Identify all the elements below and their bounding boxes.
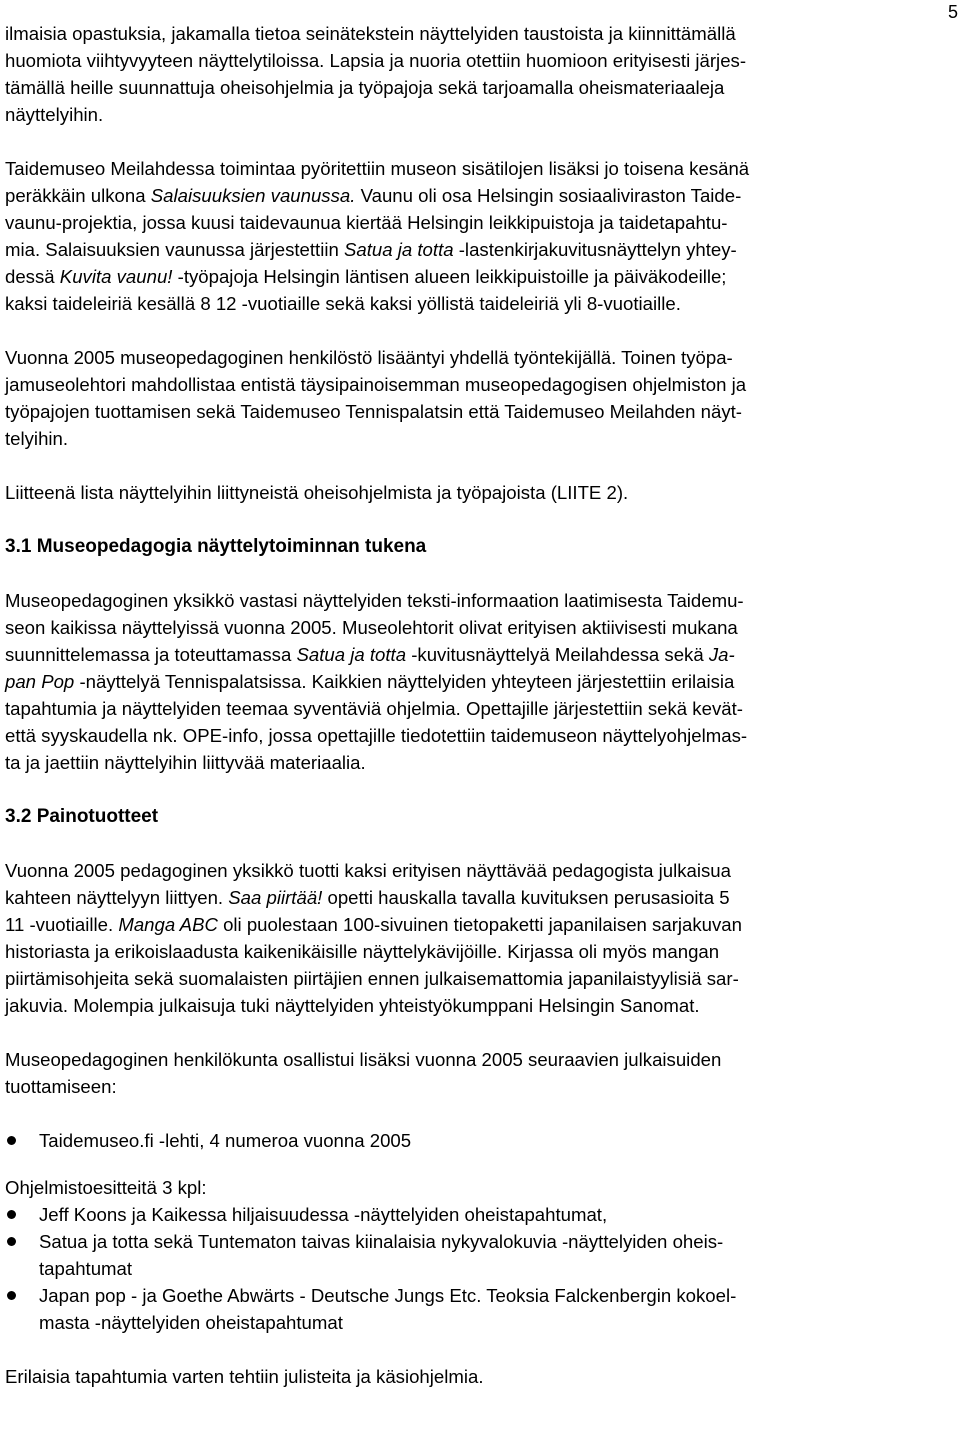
text-segment: kahteen näyttelyyn liittyen. <box>5 887 229 908</box>
list-item-text: Japan pop - ja Goethe Abwärts - Deutsche Jungs Etc. Teoksia Falckenbergin kokoel- <box>39 1285 737 1306</box>
text-line: historiasta ja erikoislaadusta kaikenikäisille näyttelykävijöille. Kirjassa oli myös mangan <box>5 941 720 962</box>
list-item-text: masta -näyttelyiden oheistapahtumat <box>39 1312 343 1333</box>
section-heading: 3.1 Museopedagogia näyttelytoiminnan tukena <box>5 536 427 557</box>
italic-title: pan Pop <box>5 671 75 692</box>
text-line: Museopedagoginen yksikkö vastasi näyttelyiden teksti-informaation laatimisesta Taidemu- <box>5 590 744 611</box>
text-segment: -kuvitusnäyttelyä Meilahdessa sekä <box>406 644 709 665</box>
text-segment: -näyttelyä Tennispalatsissa. Kaikkien näyttelyiden yhteyteen järjestettiin erilaisia <box>74 671 735 692</box>
text-segment: oli puolestaan 100-sivuinen tietopaketti japanilaisen sarjakuvan <box>217 914 742 935</box>
text-segment: 11 -vuotiaille. <box>5 914 119 935</box>
italic-title: Satua ja totta <box>344 239 454 260</box>
paragraph-staff <box>5 344 957 452</box>
text-line: Vuonna 2005 pedagoginen yksikkö tuotti kaksi erityisen näyttävää pedagogista julkaisua <box>5 860 731 881</box>
text-line: Vuonna 2005 museopedagoginen henkilöstö lisääntyi yhdellä työntekijällä. Toinen työpa- <box>5 347 733 368</box>
text-line: ta ja jaettiin näyttelyihin liittyvää materiaalia. <box>5 752 366 773</box>
text-line: jakuvia. Molempia julkaisuja tuki näyttelyiden yhteistyökumppani Helsingin Sanomat. <box>5 995 700 1016</box>
list-item <box>5 1282 957 1336</box>
text-segment: dessä <box>5 266 60 287</box>
document-body <box>5 20 957 1417</box>
text-segment: opetti hauskalla tavalla kuvituksen perusasioita 5 <box>322 887 730 908</box>
list-item <box>5 1201 957 1228</box>
list-item-text: Satua ja totta sekä Tuntematon taivas kiinalaisia nykyvalokuvia -näyttelyiden oheis- <box>39 1231 724 1252</box>
bullet-icon <box>7 1237 16 1246</box>
text-line: vaunu-projektia, jossa kuusi taidevaunua kiertää Helsingin leikkipuistoja ja taidetapahtu- <box>5 212 728 233</box>
italic-title: Saa piirtää! <box>228 887 323 908</box>
bullet-list <box>5 1127 957 1154</box>
text-line: näyttelyihin. <box>5 104 104 125</box>
text-segment: suunnittelemassa ja toteuttamassa <box>5 644 297 665</box>
italic-title: Kuvita vaunu! <box>59 266 173 287</box>
text-line: jamuseolehtori mahdollistaa entistä täysipainoisemman museopedagogisen ohjelmiston ja <box>5 374 747 395</box>
paragraph-publications <box>5 857 957 1019</box>
bullet-icon <box>7 1210 16 1219</box>
text-segment: -lastenkirjakuvitusnäyttelyn yhtey- <box>453 239 737 260</box>
paragraph-museum-pedagogy <box>5 587 957 776</box>
bullet-list <box>5 1201 957 1336</box>
text-line: tämällä heille suunnattuja oheisohjelmia ja työpajoja sekä tarjoamalla oheismateriaaleja <box>5 77 725 98</box>
paragraph-posters: Erilaisia tapahtumia varten tehtiin julisteita ja käsiohjelmia. <box>5 1366 484 1387</box>
text-segment: mia. Salaisuuksien vaunussa järjestettiin <box>5 239 344 260</box>
list-label: Ohjelmistoesitteitä 3 kpl: <box>5 1177 207 1198</box>
list-item-text: tapahtumat <box>39 1258 133 1279</box>
section-heading: 3.2 Painotuotteet <box>5 806 159 827</box>
text-line: työpajojen tuottamisen sekä Taidemuseo Tennispalatsin että Taidemuseo Meilahden näyt- <box>5 401 742 422</box>
text-line: tapahtumia ja näyttelyiden teemaa syventäviä ohjelmia. Opettajille järjestettiin sekä kevät- <box>5 698 743 719</box>
list-item <box>5 1228 957 1282</box>
text-line: telyihin. <box>5 428 69 449</box>
text-segment: Vaunu oli osa Helsingin sosiaaliviraston Taide- <box>355 185 742 206</box>
list-item-text: Jeff Koons ja Kaikessa hiljaisuudessa -näyttelyiden oheistapahtumat, <box>39 1204 608 1225</box>
text-line: Taidemuseo Meilahdessa toimintaa pyöritettiin museon sisätilojen lisäksi jo toisena kesänä <box>5 158 750 179</box>
bullet-icon <box>7 1291 16 1300</box>
text-line: seon kaikissa näyttelyissä vuonna 2005. Museolehtorit olivat erityisen aktiivisesti mukana <box>5 617 738 638</box>
italic-title: Salaisuuksien vaunussa. <box>150 185 356 206</box>
list-item-text: Taidemuseo.fi -lehti, 4 numeroa vuonna 2005 <box>39 1130 412 1151</box>
italic-title: Satua ja totta <box>296 644 407 665</box>
text-line: tuottamiseen: <box>5 1076 117 1097</box>
text-line: ilmaisia opastuksia, jakamalla tietoa seinätekstein näyttelyiden taustoista ja kiinnittämällä <box>5 23 736 44</box>
text-line: Museopedagoginen henkilökunta osallistui lisäksi vuonna 2005 seuraavien julkaisuiden <box>5 1049 722 1070</box>
text-line: että syyskaudella nk. OPE-info, jossa opettajille tiedotettiin taidemuseon näyttelyohjelmas- <box>5 725 748 746</box>
bullet-icon <box>7 1136 16 1145</box>
list-item <box>5 1127 957 1154</box>
italic-title: Ja- <box>708 644 735 665</box>
paragraph-participation <box>5 1046 957 1100</box>
paragraph-intro <box>5 20 957 128</box>
text-line: huomiota viihtyvyyteen näyttelytiloissa. Lapsia ja nuoria otettiin huomioon erityisesti järjes- <box>5 50 747 71</box>
text-segment: -työpajoja Helsingin läntisen alueen leikkipuistoille ja päiväkodeille; <box>172 266 727 287</box>
paragraph-appendix: Liitteenä lista näyttelyihin liittyneistä oheisohjelmista ja työpajoista (LIITE 2). <box>5 482 629 503</box>
text-segment: peräkkäin ulkona <box>5 185 151 206</box>
text-line: kaksi taideleiriä kesällä 8 12 -vuotiaille sekä kaksi yöllistä taideleiriä yli 8-vuotiaille. <box>5 293 681 314</box>
italic-title: Manga ABC <box>118 914 218 935</box>
text-line: piirtämisohjeita sekä suomalaisten piirtäjien ennen julkaisemattomia japanilaistyylisiä sar- <box>5 968 739 989</box>
paragraph-meilahti <box>5 155 957 317</box>
page-number: 5 <box>947 2 958 22</box>
